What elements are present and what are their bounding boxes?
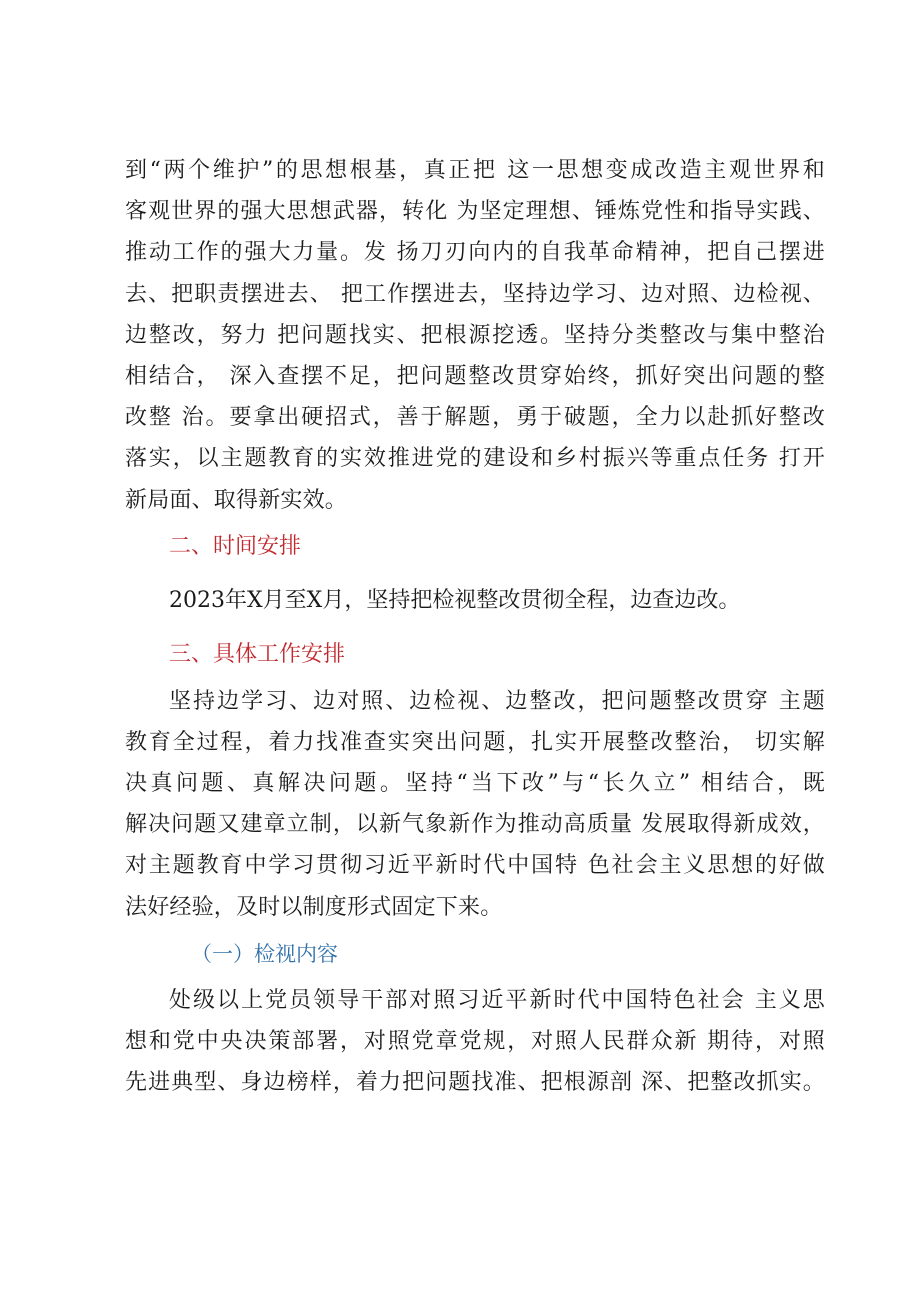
text-line: 到“两个维护”的思想根基，真正把 这一思想变成改造主观世界和 — [125, 158, 825, 183]
section-heading-work-arrangement: 三、具体工作安排 — [169, 641, 346, 667]
text-line: 法好经验，及时以制度形式固定下来。 — [125, 894, 503, 920]
text-line: 改整 治。要拿出硬招式，善于解题，勇于破题，全力以赴抓好整改 — [125, 405, 825, 431]
text-line: 教育全过程，着力找准查实突出问题，扎实开展整改整治， 切实解 — [125, 729, 825, 755]
text-line: 落实，以主题教育的实效推进党的建设和乡村振兴等重点任务 打开 — [125, 446, 825, 472]
text-line: 客观世界的强大思想武器，转化 为坚定理想、锤炼党性和指导实践、 — [125, 199, 825, 225]
paragraph-1 — [125, 150, 825, 521]
text-line: 处级以上党员领导干部对照习近平新时代中国特色社会 主义思 — [169, 987, 825, 1013]
paragraph-3 — [125, 980, 825, 1104]
section-heading-time-schedule: 二、时间安排 — [169, 533, 302, 559]
text-line: 边整改，努力 把问题找实、把根源挖透。坚持分类整改与集中整治 — [125, 322, 825, 348]
text-line: 推动工作的强大力量。发 扬刀刃向内的自我革命精神，把自己摆进 — [125, 240, 825, 266]
text-line: 先进典型、身边榜样，着力把问题找准、把根源剖 深、把整改抓实。 — [125, 1070, 825, 1096]
text-line: 新局面、取得新实效。 — [125, 487, 348, 513]
text-line: 决真问题、真解决问题。坚持“当下改”与“长久立” 相结合，既 — [125, 771, 825, 797]
text-line: 解决问题又建章立制，以新气象新作为推动高质量 发展取得新成效， — [125, 812, 825, 838]
text-line: 相结合， 深入查摆不足，把问题整改贯穿始终，抓好突出问题的整 — [125, 363, 825, 389]
text-line: 坚持边学习、边对照、边检视、边整改，把问题整改贯穿 主题 — [169, 688, 825, 714]
timeline-text: 2023年X月至X月，坚持把检视整改贯彻全程，边查边改。 — [169, 587, 741, 613]
text-line: 去、把职责摆进去、 把工作摆进去，坚持边学习、边对照、边检视、 — [125, 281, 825, 307]
subsection-heading-review-content: （一）检视内容 — [191, 941, 338, 966]
text-line: 对主题教育中学习贯彻习近平新时代中国特 色社会主义思想的好做 — [125, 853, 825, 879]
document-body — [125, 150, 825, 1103]
paragraph-2 — [125, 681, 825, 928]
text-line: 想和党中央决策部署，对照党章党规，对照人民群众新 期待，对照 — [125, 1029, 825, 1054]
